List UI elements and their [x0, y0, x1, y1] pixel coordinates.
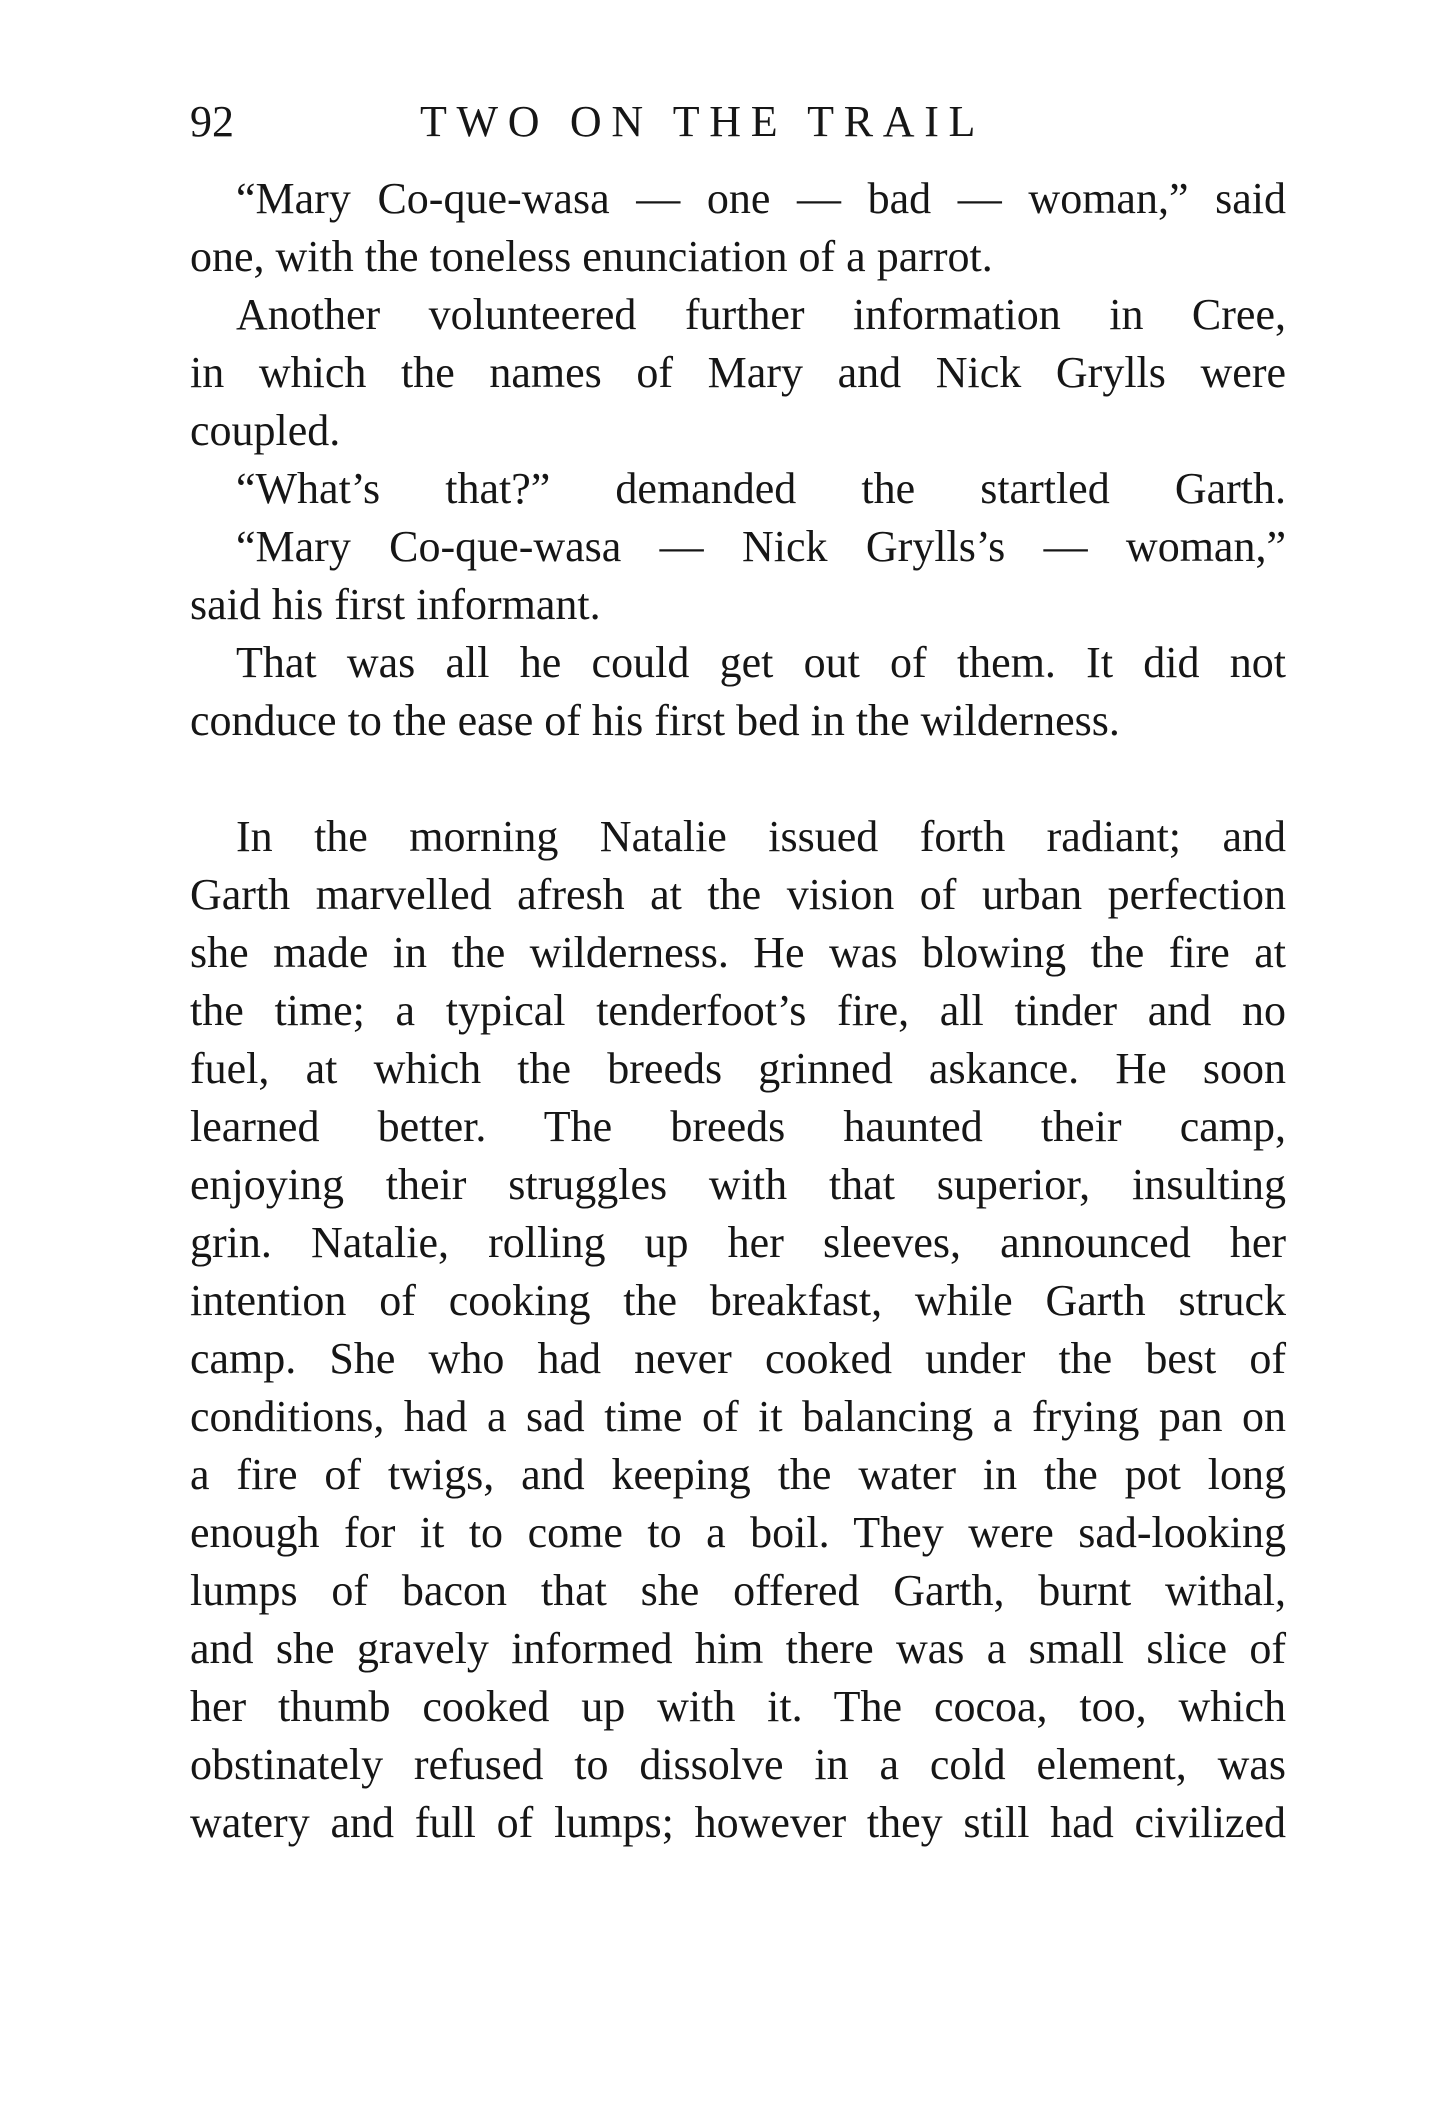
text-line: enough for it to come to a boil. They were sad-looking: [190, 1508, 1286, 1557]
text-line: she made in the wilderness. He was blowing the fire at: [190, 928, 1286, 977]
text-line: the time; a typical tenderfoot’s fire, all tinder and no: [190, 986, 1286, 1035]
text-line: conduce to the ease of his first bed in the wilderness.: [190, 696, 1120, 745]
text-line: one, with the toneless enunciation of a parrot.: [190, 232, 993, 281]
text-line: camp. She who had never cooked under the best of: [190, 1334, 1286, 1383]
running-head: [190, 92, 1286, 152]
text-line: conditions, had a sad time of it balancing a frying pan on: [190, 1392, 1286, 1441]
text-line: intention of cooking the breakfast, while Garth struck: [190, 1276, 1286, 1325]
text-line: a fire of twigs, and keeping the water in the pot long: [190, 1450, 1286, 1499]
body-text: [190, 170, 1286, 1852]
text-line: “Mary Co-que-wasa — Nick Grylls’s — woman,”: [236, 522, 1286, 571]
text-line: “Mary Co-que-wasa — one — bad — woman,” said: [236, 174, 1286, 223]
text-line: Garth marvelled afresh at the vision of urban perfection: [190, 870, 1286, 919]
text-line: learned better. The breeds haunted their camp,: [190, 1102, 1286, 1151]
text-line: That was all he could get out of them. It did not: [236, 638, 1286, 687]
text-line: obstinately refused to dissolve in a cold element, was: [190, 1740, 1286, 1789]
text-line: grin. Natalie, rolling up her sleeves, announced her: [190, 1218, 1286, 1267]
text-line: in which the names of Mary and Nick Grylls were: [190, 348, 1286, 397]
text-line: lumps of bacon that she offered Garth, burnt withal,: [190, 1566, 1286, 1615]
text-line: fuel, at which the breeds grinned askance. He soon: [190, 1044, 1286, 1093]
text-line: enjoying their struggles with that superior, insulting: [190, 1160, 1286, 1209]
text-line: In the morning Natalie issued forth radiant; and: [236, 812, 1286, 861]
text-line: Another volunteered further information in Cree,: [236, 290, 1286, 339]
page-number: 92: [190, 97, 234, 146]
text-line: watery and full of lumps; however they still had civilized: [190, 1798, 1286, 1847]
running-title: TWO ON THE TRAIL: [420, 97, 986, 146]
text-line: and she gravely informed him there was a small slice of: [190, 1624, 1286, 1673]
text-line: coupled.: [190, 406, 341, 455]
text-line: “What’s that?” demanded the startled Garth.: [236, 464, 1286, 513]
section-break: [190, 750, 1286, 808]
text-line: said his first informant.: [190, 580, 601, 629]
text-line: her thumb cooked up with it. The cocoa, too, which: [190, 1682, 1286, 1731]
